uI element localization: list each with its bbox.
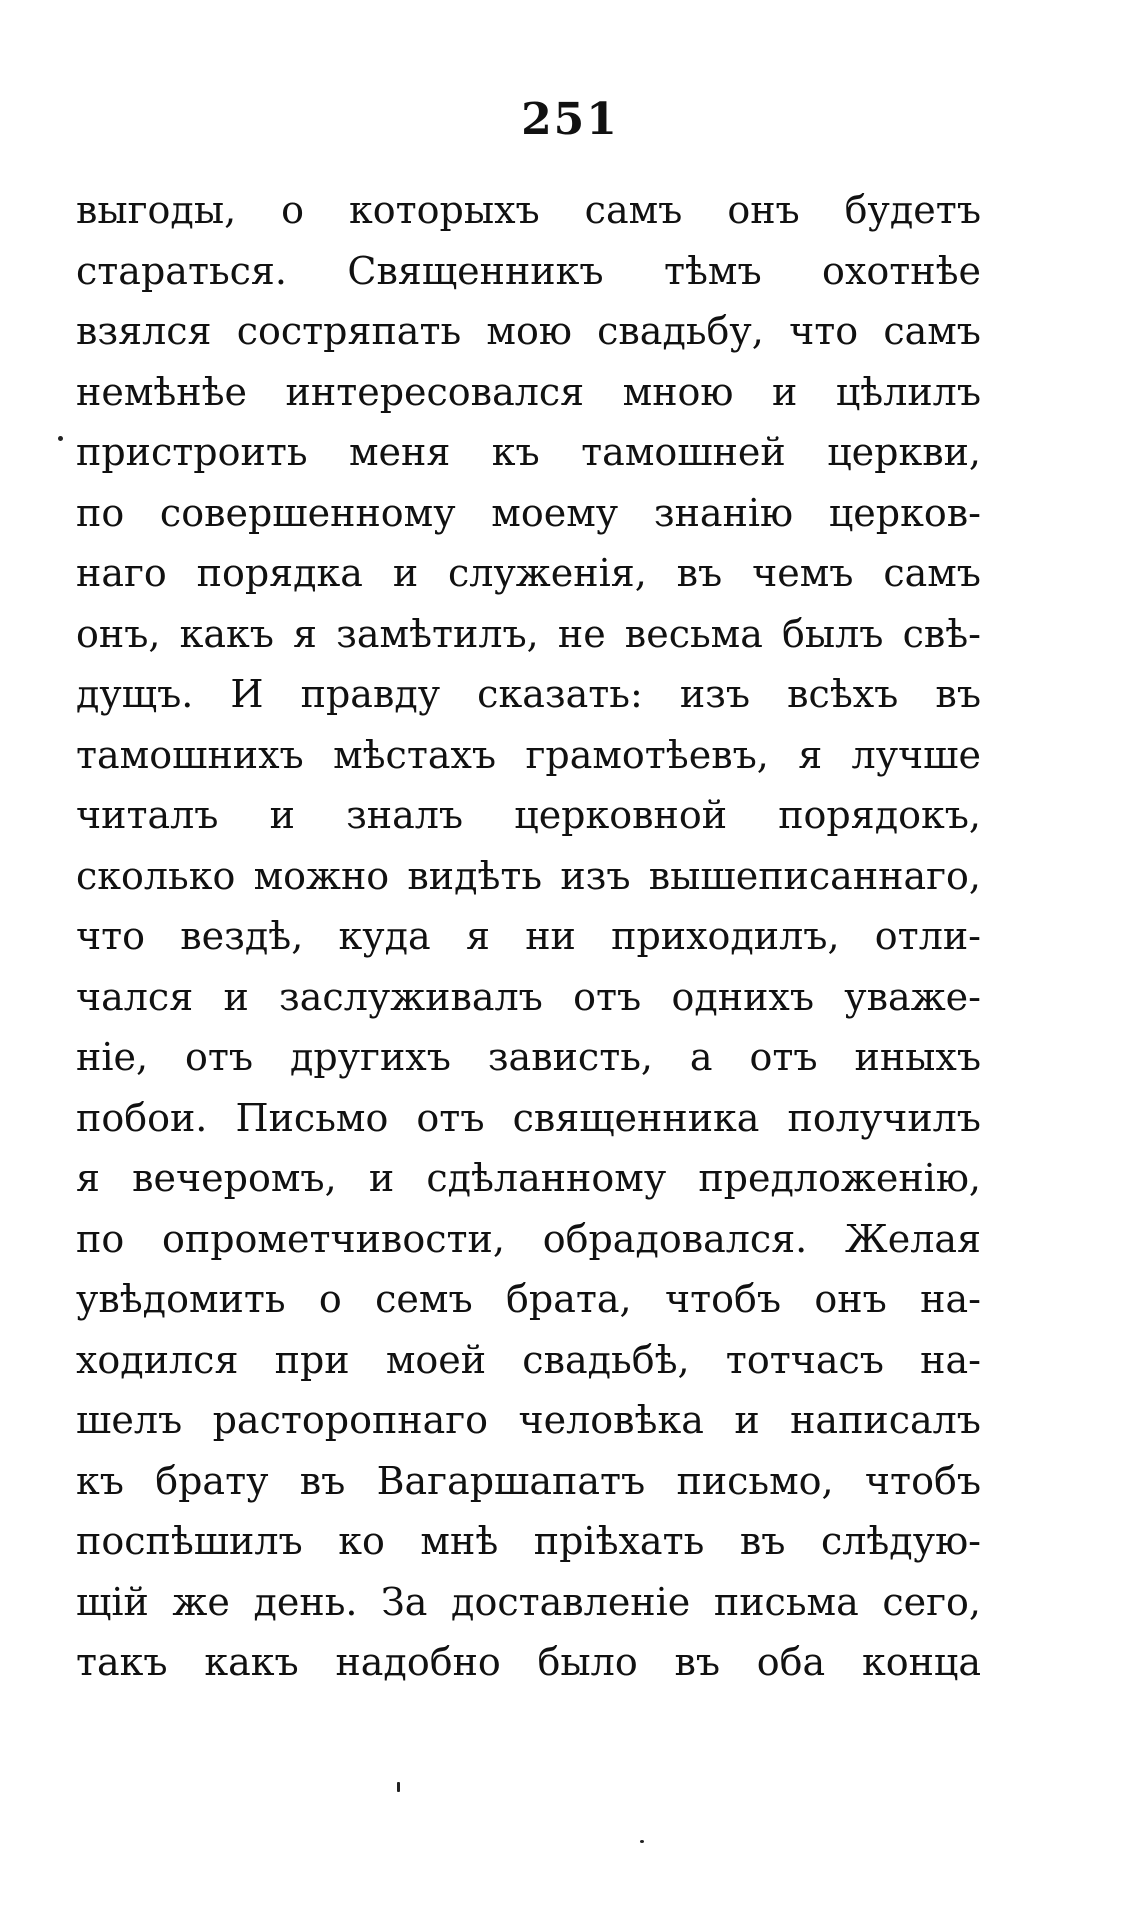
text-line: ходился при моей свадьбѣ, тотчасъ на- <box>76 1337 981 1382</box>
text-line: я вечеромъ, и сдѣланному предложенію, <box>76 1156 981 1200</box>
text-line: взялся состряпать мою свадьбу, что самъ <box>76 309 981 353</box>
text-line: по опрометчивости, обрадовался. Желая <box>76 1216 981 1261</box>
text-line: такъ какъ надобно было въ оба конца <box>76 1640 981 1684</box>
page-number: 251 <box>521 94 619 145</box>
text-line: увѣдомить о семъ брата, чтобъ онъ на- <box>76 1277 981 1321</box>
text-line: шелъ расторопнаго человѣка и написалъ <box>76 1398 981 1442</box>
text-line: читалъ и зналъ церковной порядокъ, <box>76 793 981 837</box>
text-line: по совершенному моему знанію церков- <box>76 490 981 535</box>
text-line: пристроить меня къ тамошней церкви, <box>76 430 981 474</box>
text-line: чался и заслуживалъ отъ однихъ уваже- <box>76 974 981 1019</box>
text-line: дущъ. И правду сказать: изъ всѣхъ въ <box>76 672 981 716</box>
print-speck <box>640 1840 644 1843</box>
text-line: щій же день. За доставленіе письма сего, <box>76 1579 981 1624</box>
text-line: къ брату въ Вагаршапатъ письмо, чтобъ <box>76 1458 981 1503</box>
text-line: немѣнѣе интересовался мною и цѣлилъ <box>76 369 981 414</box>
body-text <box>76 180 981 1693</box>
text-line: выгоды, о которыхъ самъ онъ будетъ <box>76 188 981 232</box>
text-line: побои. Письмо отъ священника получилъ <box>76 1095 981 1140</box>
text-line: ніе, отъ другихъ зависть, а отъ иныхъ <box>76 1035 981 1079</box>
text-line: наго порядка и служенія, въ чемъ самъ <box>76 551 981 595</box>
text-line: онъ, какъ я замѣтилъ, не весьма былъ свѣ- <box>76 611 981 656</box>
print-speck <box>397 1782 400 1792</box>
text-line: поспѣшилъ ко мнѣ пріѣхать въ слѣдую- <box>76 1519 981 1563</box>
print-speck <box>58 436 63 441</box>
text-line: сколько можно видѣть изъ вышеписаннаго, <box>76 853 981 898</box>
text-line: что вездѣ, куда я ни приходилъ, отли- <box>76 914 981 958</box>
text-line: стараться. Священникъ тѣмъ охотнѣе <box>76 248 981 293</box>
text-line: тамошнихъ мѣстахъ грамотѣевъ, я лучше <box>76 732 981 777</box>
